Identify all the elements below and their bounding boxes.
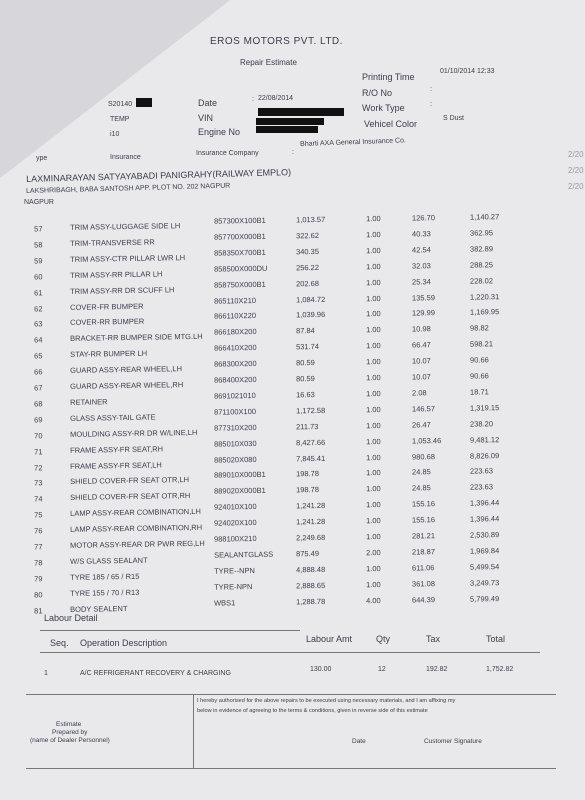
part-number: 8691021010 xyxy=(213,390,256,401)
part-total: 223.63 xyxy=(469,466,494,477)
part-line-number: 77 xyxy=(34,542,43,552)
part-number: 924010X100 xyxy=(213,502,257,512)
labour-total: 1,752.82 xyxy=(486,666,514,673)
part-tax: 146.57 xyxy=(411,403,436,414)
prepared-by-label: Prepared by xyxy=(52,729,88,736)
part-qty: 1.00 xyxy=(365,388,381,399)
part-line-number: 79 xyxy=(34,574,43,584)
col-header-tax: Tax xyxy=(426,634,441,644)
vehicle-color-label: Vehicel Color xyxy=(364,119,418,129)
part-number: 889020X000B1 xyxy=(213,486,266,496)
part-number: TYRE-NPN xyxy=(213,581,253,592)
part-line-number: 74 xyxy=(34,494,43,504)
vehicle-color-value: S Dust xyxy=(443,115,465,122)
part-total: 1,220.31 xyxy=(469,291,500,302)
part-price: 340.35 xyxy=(295,246,320,257)
part-description: FRAME ASSY-FR SEAT,LH xyxy=(70,459,162,471)
part-description: COVER-RR BUMPER xyxy=(70,317,145,328)
part-total: 288.25 xyxy=(469,259,494,270)
part-number: 885010X030 xyxy=(213,438,257,449)
part-qty: 1.00 xyxy=(365,484,381,494)
part-number: SEALANTGLASS xyxy=(213,549,274,560)
part-qty: 1.00 xyxy=(365,468,381,478)
part-number: TYRE--NPN xyxy=(213,565,255,576)
part-total: 1,319.15 xyxy=(469,402,500,413)
part-tax: 135.59 xyxy=(411,292,436,303)
type-label: ype xyxy=(36,155,48,162)
part-description: GUARD ASSY-REAR WHEEL,RH xyxy=(70,380,184,391)
col-header-labour-amt: Labour Amt xyxy=(306,634,353,644)
redaction-bar xyxy=(256,118,324,125)
redaction-bar xyxy=(136,98,152,107)
edge-text: 2/20 xyxy=(568,182,584,191)
customer-address: LAKSHRIBAGH, BABA SANTOSH APP. PLOT NO. 202 NAGPUR xyxy=(26,182,231,195)
customer-city: NAGPUR xyxy=(24,199,54,206)
part-line-number: 71 xyxy=(34,446,43,457)
part-description: MOULDING ASSY-RR DR W/LINE,LH xyxy=(70,427,198,439)
part-number: WBS1 xyxy=(213,597,236,608)
part-line-number: 80 xyxy=(34,590,43,600)
part-total: 362.95 xyxy=(469,228,494,238)
part-line-number: 72 xyxy=(34,462,43,472)
printing-time-value: 01/10/2014 12:33 xyxy=(440,68,495,75)
part-description: LAMP ASSY-REAR COMBINATION,LH xyxy=(70,507,201,519)
part-qty: 1.00 xyxy=(365,341,381,351)
part-price: 80.59 xyxy=(295,374,315,384)
part-description: TRIM ASSY-LUGGAGE SIDE LH xyxy=(70,221,181,232)
part-price: 1,039.96 xyxy=(295,310,326,320)
part-number: 877310X200 xyxy=(213,422,257,433)
labour-seq: 1 xyxy=(44,670,48,677)
part-qty: 1.00 xyxy=(365,309,381,319)
part-description: TYRE 155 / 70 / R13 xyxy=(70,587,140,598)
part-number: 924020X100 xyxy=(213,518,257,528)
temp-label: TEMP xyxy=(110,116,130,123)
part-qty: 1.00 xyxy=(365,293,381,303)
part-total: 1,396.44 xyxy=(469,514,500,524)
estimate-label: Estimate xyxy=(56,721,82,728)
part-description: TRIM ASSY-RR DR SCUFF LH xyxy=(70,284,175,296)
colon: : xyxy=(430,101,432,108)
part-line-number: 78 xyxy=(34,558,43,568)
part-qty: 1.00 xyxy=(365,357,381,367)
ro-no-label: R/O No xyxy=(362,88,393,98)
part-description: STAY-RR BUMPER LH xyxy=(70,348,148,360)
part-tax: 281.21 xyxy=(411,531,436,541)
part-total: 2,530.89 xyxy=(469,530,500,540)
part-line-number: 65 xyxy=(34,351,43,361)
type-value: Insurance xyxy=(110,154,141,161)
part-description: TYRE 185 / 65 / R15 xyxy=(70,571,140,582)
part-description: TRIM ASSY-RR PILLAR LH xyxy=(70,269,163,280)
part-price: 1,288.78 xyxy=(295,596,326,606)
part-tax: 155.16 xyxy=(411,515,436,525)
part-number: 889010X000B1 xyxy=(213,470,266,481)
part-description: TRIM-TRANSVERSE RR xyxy=(70,237,155,248)
part-price: 8,427.66 xyxy=(295,437,326,447)
part-total: 1,396.44 xyxy=(469,498,500,508)
part-number: 988100X210 xyxy=(213,533,257,544)
part-total: 8,826.09 xyxy=(469,450,500,461)
part-number: 858350X700B1 xyxy=(213,247,266,258)
company-name: EROS MOTORS PVT. LTD. xyxy=(210,36,343,47)
customer-name: LAXMINARAYAN SATYAYABADI PANIGRAHY(RAILWAY EMPLO) xyxy=(26,167,292,184)
part-total: 223.63 xyxy=(469,482,494,492)
part-number: 866410X200 xyxy=(213,343,257,353)
part-number: 885020X080 xyxy=(213,454,257,465)
part-total: 5,499.54 xyxy=(469,561,500,572)
model-label: i10 xyxy=(110,131,120,138)
part-tax: 26.47 xyxy=(411,419,431,430)
printing-time-label: Printing Time xyxy=(362,72,415,82)
document-title: Repair Estimate xyxy=(240,58,297,67)
customer-signature-label: Customer Signature xyxy=(424,738,482,745)
part-qty: 1.00 xyxy=(365,277,381,287)
part-price: 198.78 xyxy=(295,485,320,495)
part-tax: 32.03 xyxy=(411,260,431,271)
redaction-bar xyxy=(256,126,318,133)
part-line-number: 62 xyxy=(34,303,43,313)
part-line-number: 73 xyxy=(34,478,43,488)
part-description: BRACKET-RR BUMPER SIDE MTG.LH xyxy=(70,332,203,344)
part-line-number: 63 xyxy=(34,319,43,329)
authorization-text: I hereby authorised for the above repairs to be executed using necessary materials, and I am affixing my xyxy=(197,698,456,704)
part-line-number: 68 xyxy=(34,399,43,409)
part-tax: 42.54 xyxy=(411,245,431,255)
part-qty: 1.00 xyxy=(365,404,381,415)
part-description: RETAINER xyxy=(70,397,108,407)
part-price: 87.84 xyxy=(295,326,315,336)
labour-qty: 12 xyxy=(378,666,386,673)
divider xyxy=(40,630,300,631)
part-price: 875.49 xyxy=(295,548,320,559)
part-number: 858500X000DU xyxy=(213,263,268,274)
part-qty: 1.00 xyxy=(365,563,381,574)
footer-border-top xyxy=(26,694,556,695)
part-number: 857300X100B1 xyxy=(213,215,266,226)
part-total: 5,799.49 xyxy=(469,593,500,604)
part-tax: 980.68 xyxy=(411,451,436,462)
part-price: 2,249.68 xyxy=(295,532,326,543)
date-label: Date xyxy=(198,98,218,108)
authorization-text: below in evidence of agreeing to the terms & conditions, given in reverse side of this estimate xyxy=(197,708,428,714)
part-qty: 1.00 xyxy=(365,436,381,446)
engine-no-label: Engine No xyxy=(198,127,241,137)
part-tax: 2.08 xyxy=(411,388,427,398)
labour-description: A/C REFRIGERANT RECOVERY & CHARGING xyxy=(80,670,231,677)
part-description: BODY SEALENT xyxy=(70,603,128,614)
part-number: 865110X210 xyxy=(213,295,257,306)
work-type-label: Work Type xyxy=(362,103,405,113)
part-description: TRIM ASSY-CTR PILLAR LWR LH xyxy=(70,252,186,264)
part-total: 98.82 xyxy=(469,323,489,333)
part-price: 531.74 xyxy=(295,342,320,352)
part-price: 1,084.72 xyxy=(295,294,326,304)
labour-section-title: Labour Detail xyxy=(44,613,98,623)
part-total: 228.02 xyxy=(469,275,494,286)
part-tax: 1,053.46 xyxy=(411,435,442,446)
part-price: 1,241.28 xyxy=(295,501,326,511)
part-total: 1,169.95 xyxy=(469,307,500,318)
part-number: 868400X200 xyxy=(213,374,257,385)
part-line-number: 59 xyxy=(34,256,43,266)
part-line-number: 60 xyxy=(34,272,43,282)
date-signature-label: Date xyxy=(352,738,366,745)
part-qty: 1.00 xyxy=(365,373,381,383)
col-header-operation: Operation Description xyxy=(80,638,168,648)
part-tax: 25.34 xyxy=(411,276,431,287)
date-value: 22/08/2014 xyxy=(258,95,294,102)
part-total: 598.21 xyxy=(469,339,494,349)
part-description: W/S GLASS SEALANT xyxy=(70,555,148,566)
edge-text: 2/20 xyxy=(568,166,584,175)
dealer-personnel-label: (name of Dealer Personnel) xyxy=(30,737,110,744)
part-price: 1,013.57 xyxy=(295,214,326,225)
part-tax: 218.87 xyxy=(411,547,436,557)
insurance-company-value: Bharti AXA General Insurance Co. xyxy=(300,137,407,148)
part-total: 1,140.27 xyxy=(469,212,500,222)
part-description: LAMP ASSY-REAR COMBINATION,RH xyxy=(70,522,203,534)
part-number: 866110X220 xyxy=(213,311,257,322)
part-tax: 10.07 xyxy=(411,372,431,382)
part-description: COVER-FR BUMPER xyxy=(70,301,144,312)
part-line-number: 75 xyxy=(34,510,43,520)
part-qty: 1.00 xyxy=(365,516,381,526)
part-total: 238.20 xyxy=(469,418,494,429)
col-header-total: Total xyxy=(486,634,506,644)
part-total: 1,969.84 xyxy=(469,546,500,556)
col-header-seq: Seq. xyxy=(50,638,69,648)
part-tax: 24.85 xyxy=(411,467,431,477)
colon: : xyxy=(430,86,432,93)
footer-divider xyxy=(193,694,194,768)
labour-amount: 130.00 xyxy=(310,666,332,673)
part-number: 858750X000B1 xyxy=(213,279,266,290)
part-line-number: 67 xyxy=(34,383,43,393)
part-tax: 40.33 xyxy=(411,229,431,239)
part-tax: 66.47 xyxy=(411,340,431,350)
part-line-number: 70 xyxy=(34,431,43,441)
part-price: 7,845.41 xyxy=(295,453,326,463)
part-description: SHIELD COVER-FR SEAT OTR,LH xyxy=(70,475,190,487)
part-price: 16.63 xyxy=(295,389,315,400)
part-price: 2,888.65 xyxy=(295,580,326,591)
part-line-number: 76 xyxy=(34,526,43,536)
part-line-number: 81 xyxy=(34,605,43,616)
part-number: 871100X100 xyxy=(213,406,257,417)
estimate-number: S20140 xyxy=(108,101,133,108)
part-line-number: 69 xyxy=(34,415,43,425)
part-price: 202.68 xyxy=(295,278,320,288)
part-tax: 155.16 xyxy=(411,499,436,509)
part-description: SHIELD COVER-FR SEAT OTR,RH xyxy=(70,491,191,503)
part-qty: 1.00 xyxy=(365,500,381,510)
part-number: 857700X000B1 xyxy=(213,231,266,242)
labour-tax: 192.82 xyxy=(426,666,448,673)
part-number: 866180X200 xyxy=(213,327,257,337)
part-description: GUARD ASSY-REAR WHEEL,LH xyxy=(70,364,183,375)
edge-text: 2/20 xyxy=(568,150,584,159)
part-total: 90.66 xyxy=(469,355,489,365)
part-price: 322.62 xyxy=(295,230,320,241)
part-tax: 10.98 xyxy=(411,324,431,334)
part-line-number: 61 xyxy=(34,287,43,298)
part-price: 211.73 xyxy=(295,421,319,432)
part-number: 868300X200 xyxy=(213,359,257,369)
part-tax: 24.85 xyxy=(411,483,431,493)
part-price: 1,172.58 xyxy=(295,405,326,416)
part-qty: 1.00 xyxy=(365,452,381,462)
part-line-number: 57 xyxy=(34,224,43,234)
part-price: 198.78 xyxy=(295,469,320,479)
colon: : xyxy=(292,149,294,156)
part-description: MOTOR ASSY-REAR DR PWR REG,LH xyxy=(70,538,205,550)
part-total: 18.71 xyxy=(469,387,489,397)
insurance-company-label: Insurance Company xyxy=(196,150,259,157)
part-total: 382.89 xyxy=(469,244,494,254)
footer-border-bottom xyxy=(26,768,556,769)
part-total: 3,249.73 xyxy=(469,577,500,588)
part-qty: 4.00 xyxy=(365,595,381,605)
part-tax: 644.39 xyxy=(411,594,436,605)
part-qty: 1.00 xyxy=(365,261,381,271)
part-qty: 1.00 xyxy=(365,214,381,224)
part-tax: 361.08 xyxy=(411,578,436,589)
divider xyxy=(40,652,540,653)
part-description: FRAME ASSY-FR SEAT,RH xyxy=(70,444,164,455)
part-qty: 1.00 xyxy=(365,420,381,430)
part-tax: 126.70 xyxy=(411,213,436,223)
part-price: 80.59 xyxy=(295,358,315,368)
part-qty: 1.00 xyxy=(365,532,381,542)
part-qty: 2.00 xyxy=(365,547,381,558)
vin-label: VIN xyxy=(198,113,214,123)
part-total: 9,481.12 xyxy=(469,434,500,445)
part-tax: 129.99 xyxy=(411,308,436,318)
part-tax: 10.07 xyxy=(411,356,431,366)
part-tax: 611.06 xyxy=(411,562,435,573)
redaction-bar xyxy=(258,108,344,116)
part-qty: 1.00 xyxy=(365,325,381,335)
part-qty: 1.00 xyxy=(365,579,381,589)
part-total: 90.66 xyxy=(469,371,489,381)
part-price: 4,888.48 xyxy=(295,564,326,575)
col-header-qty: Qty xyxy=(376,634,391,644)
part-price: 1,241.28 xyxy=(295,516,326,527)
part-price: 256.22 xyxy=(295,262,320,273)
part-qty: 1.00 xyxy=(365,245,381,256)
part-line-number: 66 xyxy=(34,367,43,377)
part-description: GLASS ASSY-TAIL GATE xyxy=(70,412,156,423)
part-line-number: 64 xyxy=(34,335,43,345)
part-qty: 1.00 xyxy=(365,229,381,240)
part-line-number: 58 xyxy=(34,240,43,250)
date-colon: : xyxy=(252,96,254,103)
